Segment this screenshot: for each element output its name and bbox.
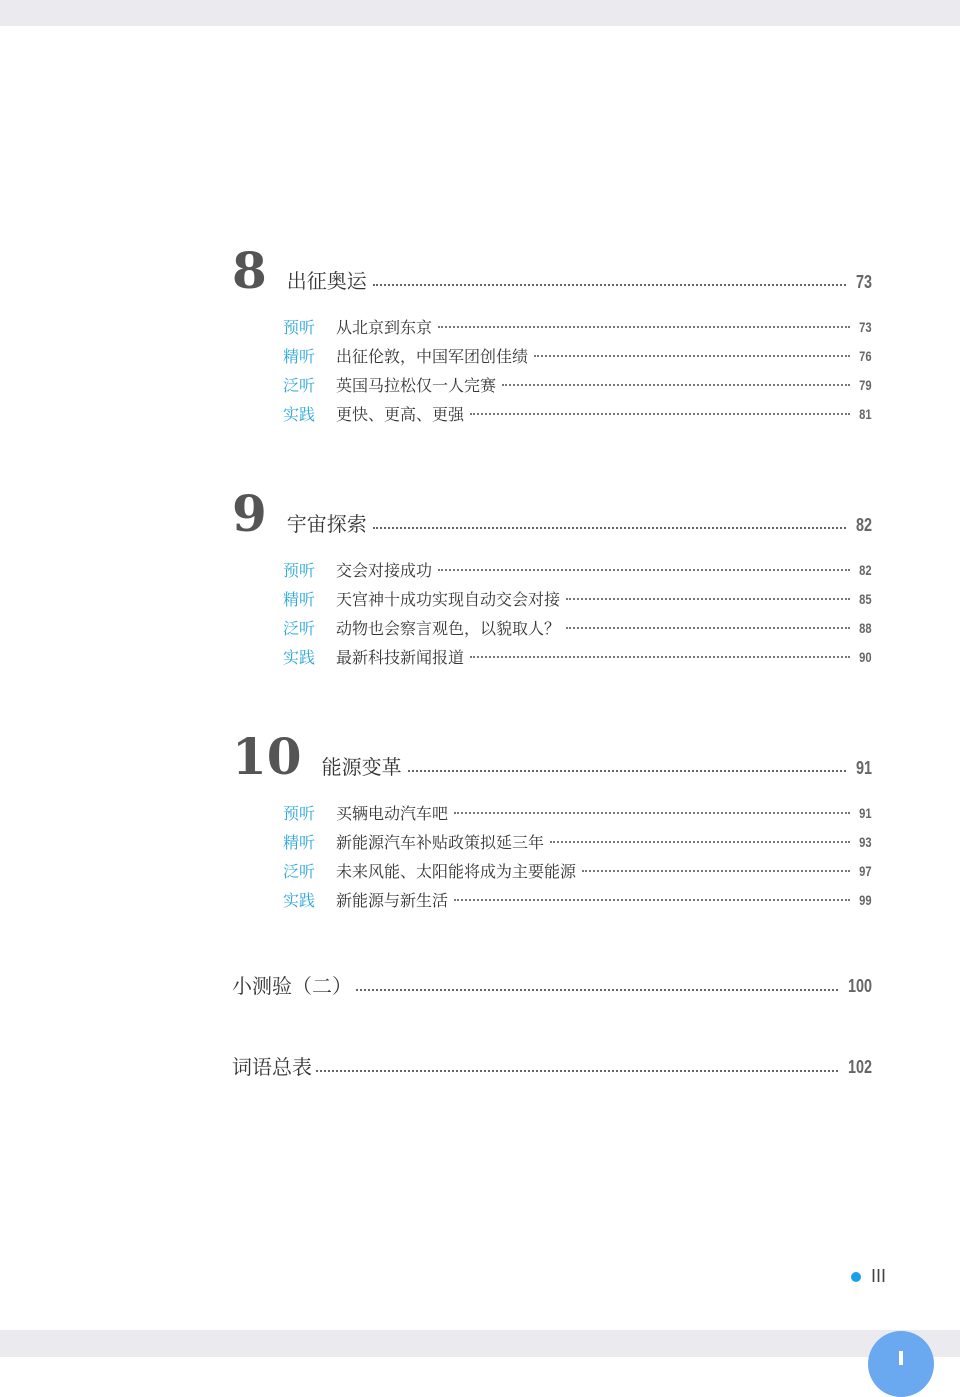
page-number: 88 bbox=[859, 619, 872, 636]
section-label: 泛听 bbox=[283, 619, 316, 638]
unit-heading[interactable] bbox=[232, 484, 872, 543]
unit-number: 9 bbox=[232, 484, 267, 543]
toc-entry[interactable] bbox=[283, 370, 872, 399]
unit-title: 出征奥运 bbox=[286, 269, 367, 293]
unit-10 bbox=[232, 727, 872, 914]
section-label: 泛听 bbox=[283, 376, 316, 395]
section-label: 泛听 bbox=[283, 862, 316, 881]
dot-leader bbox=[373, 527, 846, 529]
toc-entry[interactable] bbox=[283, 312, 872, 341]
toc-entry[interactable] bbox=[283, 827, 872, 856]
entry-title: 英国马拉松仅一人完赛 bbox=[336, 376, 497, 395]
section-label: 实践 bbox=[283, 648, 316, 667]
dot-leader bbox=[438, 569, 850, 571]
entry-title: 新能源汽车补贴政策拟延三年 bbox=[336, 833, 545, 852]
section-label: 实践 bbox=[283, 891, 316, 910]
section-label: 精听 bbox=[283, 590, 316, 609]
page-number: 81 bbox=[859, 405, 872, 422]
page-number: 99 bbox=[859, 891, 872, 908]
toc-entry[interactable] bbox=[283, 613, 872, 642]
entry-title: 更快、更高、更强 bbox=[336, 405, 465, 424]
entry-title: 动物也会察言观色，以貌取人？ bbox=[336, 619, 561, 638]
page-number: 85 bbox=[859, 590, 872, 607]
dot-leader bbox=[470, 656, 850, 658]
section-label: 精听 bbox=[283, 833, 316, 852]
page-folio bbox=[851, 1266, 886, 1287]
entry-title: 买辆电动汽车吧 bbox=[336, 804, 449, 823]
dot-leader bbox=[356, 989, 838, 991]
toc-entry[interactable] bbox=[283, 555, 872, 584]
dot-leader bbox=[373, 284, 846, 286]
section-label: 实践 bbox=[283, 405, 316, 424]
toc-entry[interactable] bbox=[283, 584, 872, 613]
entry-title: 出征伦敦，中国军团创佳绩 bbox=[336, 347, 529, 366]
page-number: 102 bbox=[847, 1056, 872, 1077]
toc-entry[interactable] bbox=[283, 642, 872, 671]
dot-leader bbox=[502, 384, 850, 386]
entry-title: 未来风能、太阳能将成为主要能源 bbox=[336, 862, 577, 881]
dot-leader bbox=[408, 770, 846, 772]
page-number: 73 bbox=[855, 272, 872, 292]
unit-9 bbox=[232, 484, 872, 671]
unit-title: 宇宙探索 bbox=[286, 512, 367, 536]
page-number: 90 bbox=[859, 648, 872, 665]
folio-number: III bbox=[871, 1266, 887, 1286]
toc-entry-glossary[interactable] bbox=[232, 1052, 872, 1082]
dot-leader bbox=[566, 598, 850, 600]
page-number: 91 bbox=[855, 758, 872, 778]
entry-title: 小测验（二） bbox=[232, 974, 352, 998]
page-number: 76 bbox=[859, 347, 872, 364]
page-number: 93 bbox=[859, 833, 872, 850]
unit-number: 8 bbox=[232, 241, 267, 300]
section-label: 预听 bbox=[283, 804, 316, 823]
unit-heading[interactable] bbox=[232, 727, 872, 786]
section-label: 预听 bbox=[283, 561, 316, 580]
unit-title: 能源变革 bbox=[321, 755, 402, 779]
entry-title: 词语总表 bbox=[232, 1055, 312, 1079]
section-label: 精听 bbox=[283, 347, 316, 366]
dot-leader bbox=[470, 413, 850, 415]
bullet-dot-icon bbox=[851, 1272, 861, 1282]
entry-title: 天宫神十成功实现自动交会对接 bbox=[336, 590, 561, 609]
dot-leader bbox=[566, 627, 850, 629]
dot-leader bbox=[582, 870, 850, 872]
toc-entry[interactable] bbox=[283, 856, 872, 885]
unit-heading[interactable] bbox=[232, 241, 872, 300]
toc-entry[interactable] bbox=[283, 798, 872, 827]
top-bar bbox=[0, 0, 960, 26]
toc-entry[interactable] bbox=[283, 885, 872, 914]
dot-leader bbox=[550, 841, 850, 843]
page-number: 73 bbox=[859, 318, 872, 335]
unit-8 bbox=[232, 241, 872, 428]
entry-title: 最新科技新闻报道 bbox=[336, 648, 465, 667]
entry-title: 从北京到东京 bbox=[336, 318, 433, 337]
page-number: 100 bbox=[847, 975, 872, 996]
entry-title: 交会对接成功 bbox=[336, 561, 433, 580]
toc-entry-quiz[interactable] bbox=[232, 971, 872, 1001]
add-button[interactable] bbox=[868, 1331, 934, 1397]
unit-number: 10 bbox=[232, 727, 302, 786]
dot-leader bbox=[454, 812, 850, 814]
dot-leader bbox=[534, 355, 850, 357]
dot-leader bbox=[438, 326, 850, 328]
dot-leader bbox=[454, 899, 850, 901]
section-label: 预听 bbox=[283, 318, 316, 337]
dot-leader bbox=[316, 1070, 838, 1072]
page-number: 91 bbox=[859, 804, 872, 821]
page-number: 79 bbox=[859, 376, 872, 393]
page-number: 97 bbox=[859, 862, 872, 879]
toc-entry[interactable] bbox=[283, 399, 872, 428]
page-number: 82 bbox=[855, 515, 872, 535]
page-number: 82 bbox=[859, 561, 872, 578]
entry-title: 新能源与新生活 bbox=[336, 891, 449, 910]
bottom-bar bbox=[0, 1330, 960, 1357]
toc-entry[interactable] bbox=[283, 341, 872, 370]
